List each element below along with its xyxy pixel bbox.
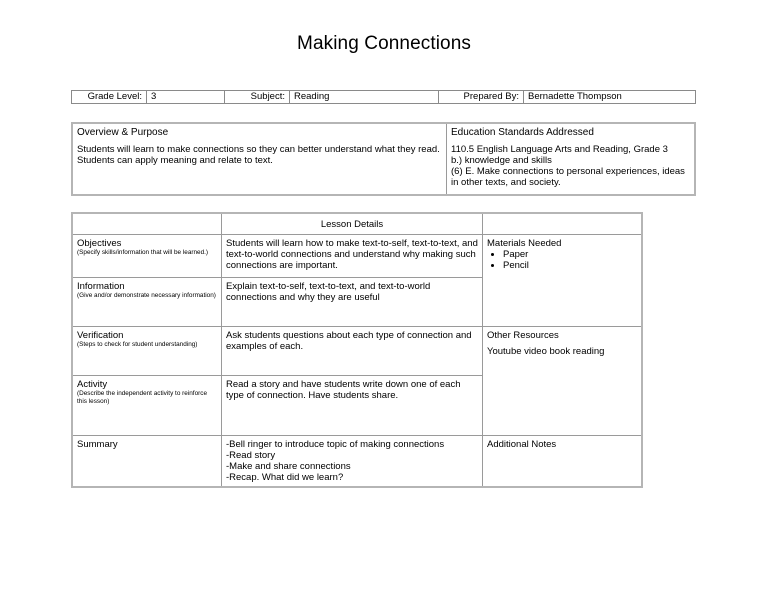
additional-notes-heading: Additional Notes	[487, 439, 557, 450]
overview-purpose-cell	[72, 123, 447, 195]
activity-note: (Describe the independent activity to reinforce this lesson)	[77, 390, 208, 405]
document-title: Making Connections	[297, 33, 471, 54]
resources-cell	[483, 327, 643, 436]
materials-item: • Pencil	[503, 260, 637, 271]
objectives-label-cell	[72, 235, 222, 278]
verification-label: Verification	[77, 330, 124, 341]
overview-purpose-text: Students will learn to make connections so they can better understand what they read. Students can apply meaning and relate to text.	[77, 144, 440, 166]
summary-label: Summary	[77, 439, 118, 450]
information-text: Explain text-to-self, text-to-text, and text-to-world connections and why they are useful	[222, 278, 483, 327]
summary-cell	[222, 436, 483, 488]
verification-note: (Steps to check for student understanding)	[77, 341, 198, 348]
standards-line-3: (6) E. Make connections to personal experiences, ideas in other texts, and society.	[451, 166, 685, 188]
lesson-details-heading: Lesson Details	[222, 213, 483, 235]
objectives-label: Objectives	[77, 238, 122, 249]
summary-line: -Make and share connections	[226, 461, 351, 472]
materials-list	[487, 249, 637, 271]
materials-cell	[483, 235, 643, 327]
header-info-table	[71, 90, 696, 104]
standards-line-1: 110.5 English Language Arts and Reading, Grade 3	[451, 144, 668, 155]
standards-heading: Education Standards Addressed	[451, 127, 594, 138]
verification-label-cell	[72, 327, 222, 376]
activity-label-cell	[72, 376, 222, 436]
standards-cell	[447, 123, 696, 195]
overview-purpose-heading: Overview & Purpose	[77, 127, 169, 138]
resources-text: Youtube video book reading	[487, 346, 605, 357]
resources-heading: Other Resources	[487, 330, 559, 341]
empty-top-right-cell	[483, 213, 643, 235]
verification-text: Ask students questions about each type of connection and examples of each.	[222, 327, 483, 376]
summary-line: -Read story	[226, 450, 276, 461]
grade-level-label: Grade Level:	[72, 91, 147, 104]
materials-item: • Paper	[503, 249, 637, 260]
objectives-text: Students will learn how to make text-to-self, text-to-text, and text-to-world connections and understand why making such connections are important.	[222, 235, 483, 278]
additional-notes-cell	[483, 436, 643, 488]
overview-table	[71, 122, 696, 196]
summary-line: -Recap. What did we learn?	[226, 472, 344, 483]
information-note: (Give and/or demonstrate necessary information)	[77, 292, 216, 299]
summary-line: -Bell ringer to introduce topic of making connections	[226, 439, 445, 450]
objectives-note: (Specify skills/information that will be learned.)	[77, 249, 209, 256]
prepared-by-label: Prepared By:	[439, 91, 524, 104]
subject-value: Reading	[290, 91, 439, 104]
activity-text: Read a story and have students write down one of each type of connection. Have students share.	[222, 376, 483, 436]
summary-label-cell	[72, 436, 222, 488]
subject-label: Subject:	[225, 91, 290, 104]
prepared-by-value: Bernadette Thompson	[524, 91, 696, 104]
lesson-details-table	[71, 212, 643, 488]
information-label: Information	[77, 281, 125, 292]
grade-level-value: 3	[147, 91, 225, 104]
standards-line-2: b.) knowledge and skills	[451, 155, 552, 166]
materials-heading: Materials Needed	[487, 238, 562, 249]
activity-label: Activity	[77, 379, 108, 390]
empty-corner-cell	[72, 213, 222, 235]
information-label-cell	[72, 278, 222, 327]
